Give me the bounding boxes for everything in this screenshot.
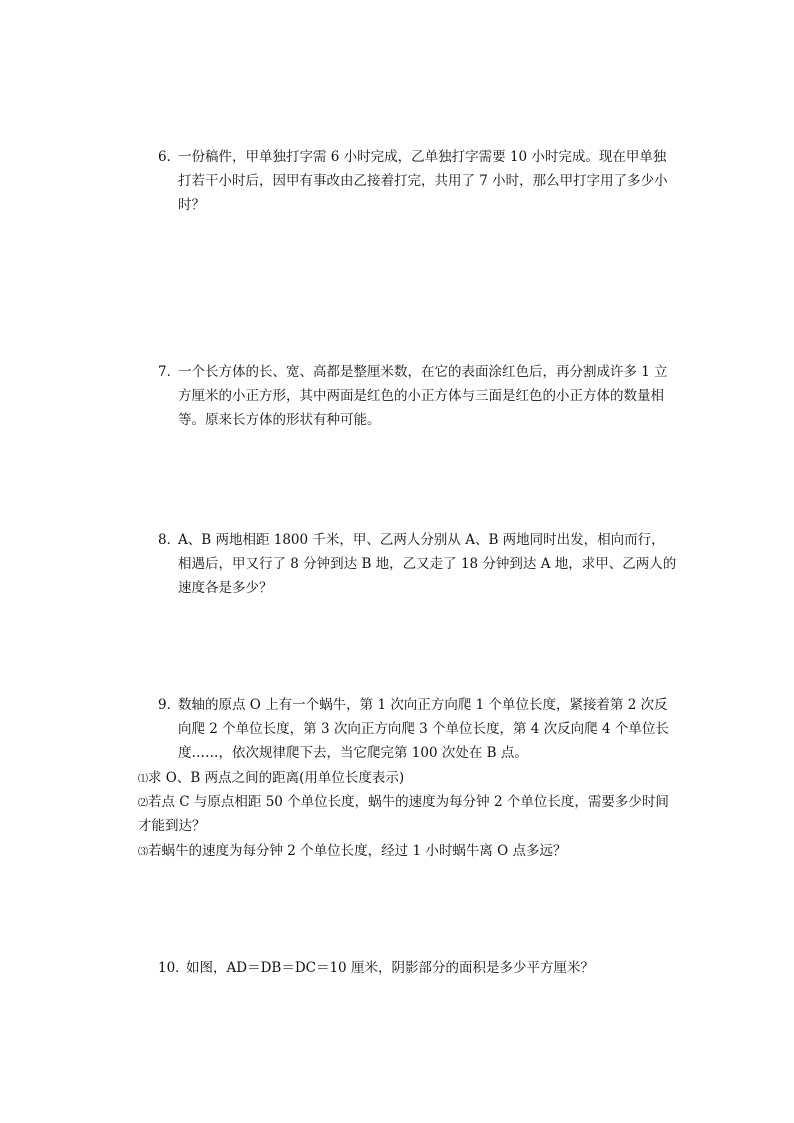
subquestion-text: 若蜗牛的速度为每分钟 2 个单位长度，经过 1 小时蜗牛离 O 点多远？ [148, 843, 567, 859]
subquestion-mark: ⑵ [138, 798, 148, 809]
subquestion-text: 求 O、B 两点之间的距离(用单位长度表示) [148, 770, 405, 786]
subquestion-mark: ⑴ [138, 774, 148, 785]
problem-9 [158, 693, 678, 765]
subquestion-3 [138, 840, 678, 864]
problem-text: A、B 两地相距 1800 千米，甲、乙两人分别从 A、B 两地同时出发，相向而行，相遇后，甲又行了 8 分钟到达 B 地，乙又走了 18 分钟到达 A 地，求甲、乙两人的速度各是多少？ [178, 532, 677, 596]
problem-text: 如图，AD＝DB＝DC＝10 厘米，阴影部分的面积是多少平方厘米？ [186, 960, 594, 976]
problem-number: 8． [158, 532, 181, 548]
problem-8 [158, 528, 678, 600]
subquestion-1 [138, 767, 678, 791]
problem-number: 6． [158, 149, 181, 165]
problem-number: 9． [158, 697, 181, 713]
subquestion-text: 若点 C 与原点相距 50 个单位长度，蜗牛的速度为每分钟 2 个单位长度，需要多少时间才能到达？ [138, 794, 669, 834]
problem-number: 7． [158, 364, 181, 380]
problem-7 [158, 360, 678, 432]
subquestion-mark: ⑶ [138, 847, 148, 858]
problem-text: 一个长方体的长、宽、高都是整厘米数，在它的表面涂红色后，再分割成许多 1 立方厘米的小正方形，其中两面是红色的小正方体与三面是红色的小正方体的数量相等。原来长方体的形状有种可能。 [178, 364, 668, 428]
problem-text: 数轴的原点 O 上有一个蜗牛，第 1 次向正方向爬 1 个单位长度，紧接着第 2 次反向爬 2 个单位长度，第 3 次向正方向爬 3 个单位长度，第 4 次反向爬 4 个单位长度……，依次规律爬下去，当它爬完第 100 次处在 B 点。 [178, 697, 669, 761]
subquestion-2 [138, 791, 678, 838]
problem-text: 一份稿件，甲单独打字需 6 小时完成，乙单独打字需要 10 小时完成。现在甲单独打若干小时后，因甲有事改由乙接着打完，共用了 7 小时，那么甲打字用了多少小时？ [178, 149, 668, 213]
problem-number: 10． [158, 960, 189, 976]
problem-10 [158, 956, 678, 980]
problem-6 [158, 145, 678, 217]
